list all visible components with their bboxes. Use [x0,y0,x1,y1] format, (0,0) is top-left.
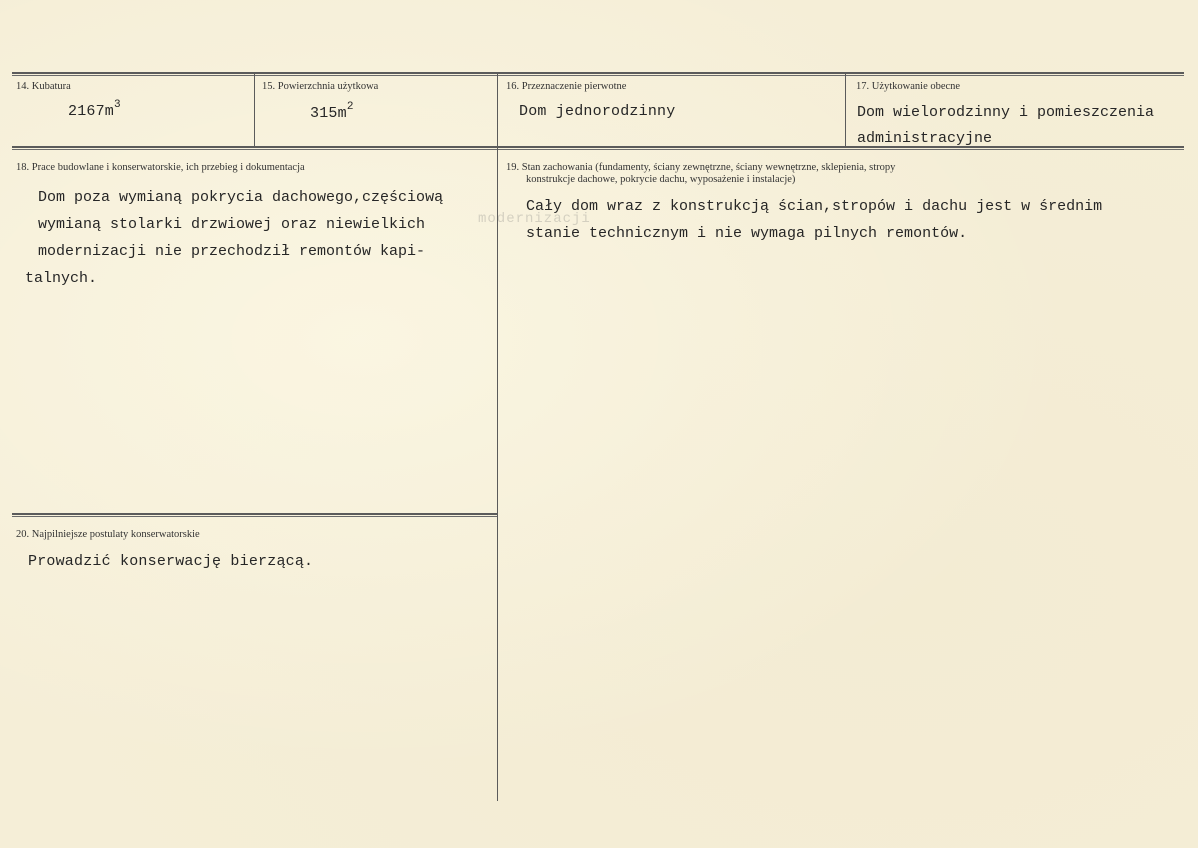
field-15-value [310,103,354,122]
field-17-label: 17. Użytkowanie obecne [856,81,961,92]
field-20-label: 20. Najpilniejsze postulaty konserwatorskie [16,529,200,540]
field-18-line: modernizacji nie przechodził remontów kapi- [38,243,426,260]
field-15-exponent: 2 [346,101,354,113]
divider-14-15 [254,73,255,148]
field-19-line: stanie technicznym i nie wymaga pilnych remontów. [526,225,968,242]
bleed-through-text: modernizacji [478,211,591,227]
field-16-label: 16. Przeznaczenie pierwotne [506,81,627,92]
field-15-label: 15. Powierzchnia użytkowa [262,81,379,92]
field-17-value [857,100,1154,152]
row2-bottom-rule [12,513,498,515]
divider-15-16 [497,73,498,801]
field-18-line: Dom poza wymianą pokrycia dachowego,częściową [38,189,444,206]
field-19-value [526,193,1102,247]
field-19-label-line2: konstrukcje dachowe, pokrycie dachu, wyposażenie i instalacje) [526,174,796,185]
row2-bottom-rule-inner [12,516,498,517]
top-rule [12,72,1184,74]
field-18-label: 18. Prace budowlane i konserwatorskie, ich przebieg i dokumentacja [16,162,305,173]
field-19-line: Cały dom wraz z konstrukcją ścian,stropów i dachu jest w średnim [526,198,1103,215]
field-20-value: Prowadzić konserwację bierzącą. [28,553,314,570]
field-18-value [25,184,444,292]
field-18-line: talnych. [25,270,98,287]
top-rule-inner [12,75,1184,76]
field-14-exponent: 3 [114,99,121,111]
field-19-label-line1: 19. Stan zachowania (fundamenty, ściany zewnętrzne, ściany wewnętrzne, sklepienia, stropy [506,162,896,173]
field-14-number: 2167m [68,103,115,120]
divider-16-17 [845,73,846,148]
field-14-value [68,101,121,120]
field-17-line: administracyjne [857,130,993,147]
field-15-number: 315m [310,105,347,122]
field-16-value: Dom jednorodzinny [519,103,676,120]
field-17-line: Dom wielorodzinny i pomieszczenia [857,104,1155,121]
field-14-label: 14. Kubatura [16,81,71,92]
field-18-line: wymianą stolarki drzwiowej oraz niewielkich [38,216,426,233]
